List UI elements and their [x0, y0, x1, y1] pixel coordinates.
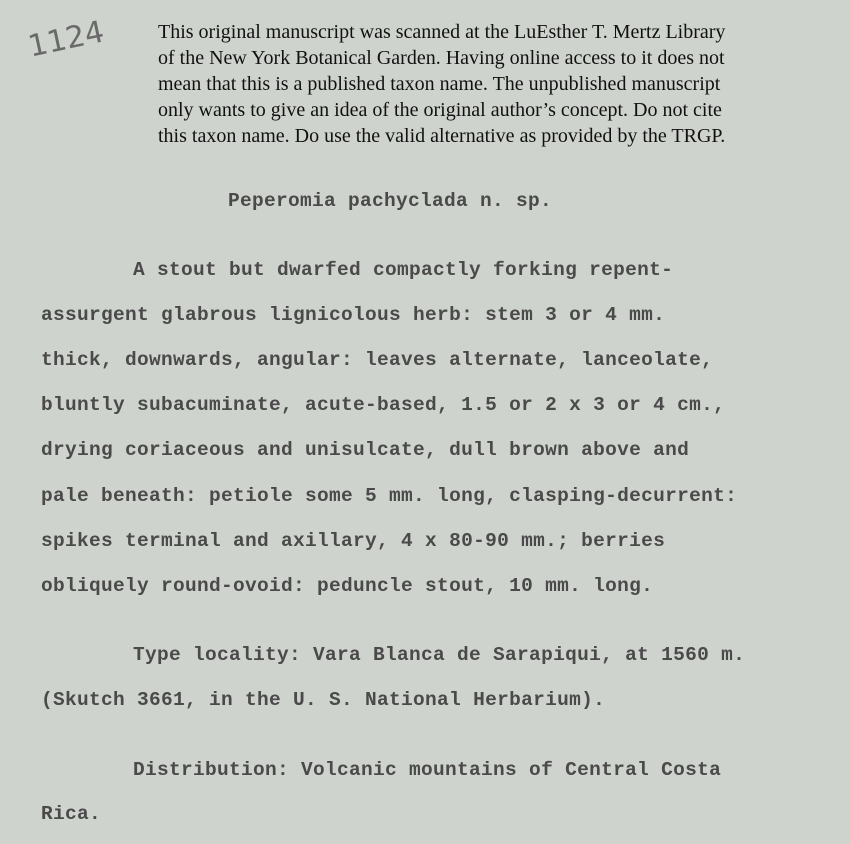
description-line: spikes terminal and axillary, 4 x 80-90 mm.; berries	[41, 530, 666, 552]
distribution-line: Rica.	[41, 803, 102, 825]
notice-line: mean that this is a published taxon name. The unpublished manuscript	[158, 73, 721, 95]
description-line: pale beneath: petiole some 5 mm. long, clasping-decurrent:	[41, 485, 738, 507]
type-locality-line: Type locality: Vara Blanca de Sarapiqui, at 1560 m.	[133, 644, 746, 666]
handwritten-note: 1124	[25, 14, 108, 65]
notice-line: of the New York Botanical Garden. Having online access to it does not	[158, 47, 725, 69]
species-title: Peperomia pachyclada n. sp.	[228, 190, 553, 212]
type-locality-line: (Skutch 3661, in the U. S. National Herbarium).	[41, 689, 606, 711]
distribution-line: Distribution: Volcanic mountains of Central Costa	[133, 759, 722, 781]
library-notice	[158, 19, 808, 149]
description-line: bluntly subacuminate, acute-based, 1.5 or 2 x 3 or 4 cm.,	[41, 394, 726, 416]
notice-line: this taxon name. Do use the valid alternative as provided by the TRGP.	[158, 125, 726, 147]
notice-line: This original manuscript was scanned at the LuEsther T. Mertz Library	[158, 21, 726, 43]
description-line: assurgent glabrous lignicolous herb: stem 3 or 4 mm.	[41, 304, 666, 326]
notice-line: only wants to give an idea of the original author’s concept. Do not cite	[158, 99, 722, 121]
description-line: thick, downwards, angular: leaves alternate, lanceolate,	[41, 349, 714, 371]
description-line: drying coriaceous and unisulcate, dull brown above and	[41, 439, 690, 461]
description-line: obliquely round-ovoid: peduncle stout, 10 mm. long.	[41, 575, 654, 597]
description-line: A stout but dwarfed compactly forking repent-	[133, 259, 674, 281]
